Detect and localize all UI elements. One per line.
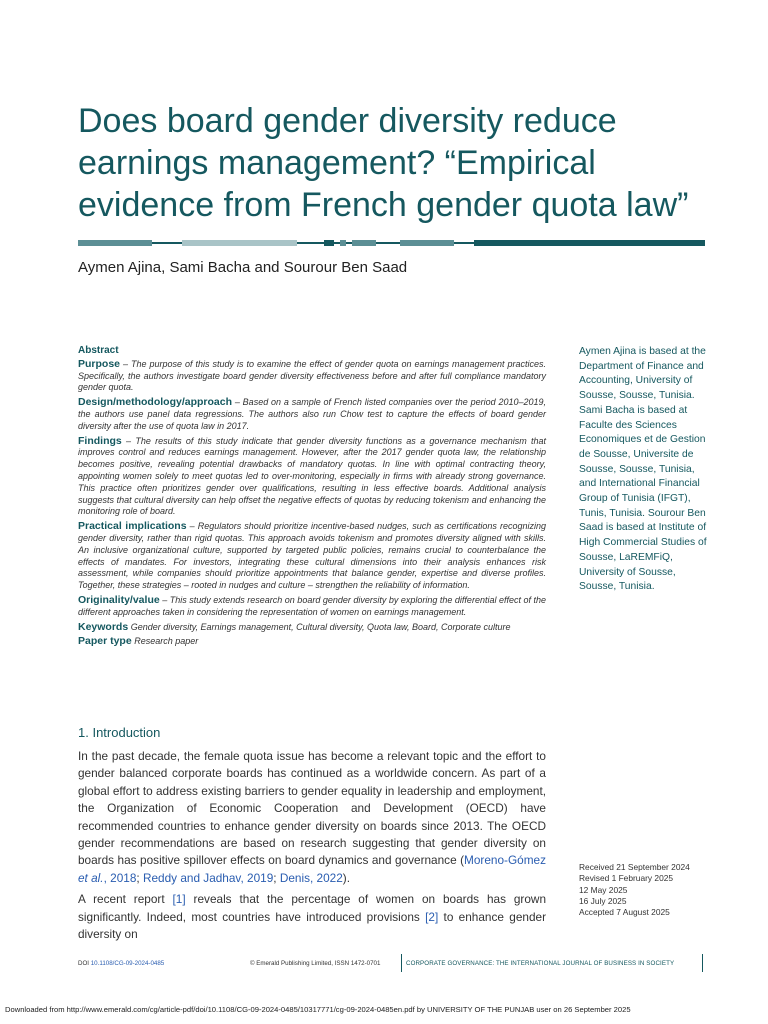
revised-date: 16 July 2025 <box>579 895 627 906</box>
author-list <box>78 259 407 276</box>
abstract-purpose <box>78 359 546 394</box>
author-conjunction: and <box>254 259 280 276</box>
keywords-text: Gender diversity, Earnings management, Cultural diversity, Quota law, Board, Corporate culture <box>128 621 511 632</box>
decorative-title-rule <box>78 240 705 246</box>
author-names: Aymen Ajina, Sami Bacha <box>78 259 251 276</box>
abstract-purpose-text: – The purpose of this study is to examine the effect of gender quota on earnings management practices. Specifically, the authors investigate board gender diversity effectiveness before and after full compliance mandatory gender quota. <box>78 358 546 393</box>
rule-segment <box>400 240 454 246</box>
citation-link[interactable]: Moreno-Gómez et al., 2018 <box>78 853 546 885</box>
abstract-practical-text: – Regulators should prioritize incentive-based nudges, such as certifications recognizing gender diversity, rather than rigid quotas. This approach avoids tokenism and promotes diversity aligned with skills. An inclusive organizational culture, supported by targeted public policies, remains crucial to counterbalance the effects of mandates. For investors, integrating these cultural dimensions into their analysis enhances risk assessment, while companies should prioritize appointments that balance gender, expertise and diverse profiles. Together, these strategies – rooted in nudges and culture – strengthen the reliability of information. <box>78 521 546 591</box>
rule-segment <box>152 242 182 244</box>
footnote-ref-link[interactable]: [2] <box>425 909 439 924</box>
publication-history <box>579 862 719 918</box>
footnote-ref-link[interactable]: [1] <box>172 892 186 907</box>
intro-paragraph-text: to enhance gender diversity on <box>78 909 546 942</box>
citation-link[interactable]: Denis, 2022 <box>279 870 343 885</box>
abstract-originality-text: – This study extends research on board gender diversity by exploring the differential effect of the different approaches taken in considering the representation of women on earnings management. <box>78 594 546 617</box>
citation-close: ). <box>342 870 351 885</box>
citation-separator: ; <box>273 870 280 885</box>
rule-segment <box>352 240 376 246</box>
abstract-originality-label: Originality/value <box>78 593 160 606</box>
abstract-keywords <box>78 622 546 634</box>
rule-segment <box>474 240 705 246</box>
revised-date: 12 May 2025 <box>579 884 628 895</box>
article-title: Does board gender diversity reduce earnings management? “Empirical evidence from French gender quota law” <box>78 102 689 224</box>
author-names-last: Sourour Ben Saad <box>283 259 408 276</box>
abstract-purpose-label: Purpose <box>78 357 121 370</box>
introduction-body <box>78 748 546 947</box>
revised-date: Revised 1 February 2025 <box>579 873 674 884</box>
footer-divider <box>702 954 703 972</box>
rule-segment <box>376 242 400 244</box>
intro-paragraph-text: reveals that the percentage of women on boards has grown significantly. Indeed, most countries have introduced provisions <box>78 892 547 924</box>
rule-segment <box>297 242 324 244</box>
abstract-paper-type <box>78 636 546 648</box>
intro-paragraph <box>78 748 546 887</box>
doi <box>78 960 164 967</box>
abstract-practical-label: Practical implications <box>78 520 187 533</box>
abstract-originality <box>78 595 546 619</box>
doi-link[interactable]: 10.1108/CG-09-2024-0485 <box>90 960 165 967</box>
rule-segment <box>78 240 152 246</box>
abstract <box>78 345 546 651</box>
paper-type-text: Research paper <box>131 636 199 647</box>
abstract-findings <box>78 436 546 519</box>
rule-segment <box>324 240 334 246</box>
accepted-date: Accepted 7 August 2025 <box>579 907 670 918</box>
abstract-findings-label: Findings <box>78 434 122 447</box>
page-footer <box>78 957 708 971</box>
rule-segment <box>182 240 297 246</box>
citation-separator: ; <box>136 870 143 885</box>
footer-divider <box>401 954 402 972</box>
intro-paragraph <box>78 891 546 943</box>
journal-name: CORPORATE GOVERNANCE: THE INTERNATIONAL JOURNAL OF BUSINESS IN SOCIETY <box>406 960 675 967</box>
received-date: Received 21 September 2024 <box>579 862 690 872</box>
download-watermark: Downloaded from http://www.emerald.com/cg/article-pdf/doi/10.1108/CG-09-2024-0485/10317771/cg-09-2024-0485en.pdf by UNIVERSITY OF THE PUNJAB user on 26 September 2025 <box>5 1005 631 1014</box>
abstract-design <box>78 397 546 432</box>
abstract-findings-text: – The results of this study indicate that gender diversity functions as a governance mechanism that improves control and reduces earnings management. However, after the 2017 gender quota law, the relationship becomes positive, revealing potential drawbacks of mandatory quotas. In line with optimal contracting theory, appointing women solely to meet quotas led to over-monitoring, especially in firms with already strong governance. This practice often prioritizes gender over qualifications, resulting in less effective boards. Additional analysis suggests that cultural diversity can help offset the negative effects of quotas by reducing tokenism and enhancing the monitoring role of board. <box>78 435 546 517</box>
section-heading-introduction: 1. Introduction <box>78 725 161 740</box>
keywords-label: Keywords <box>78 620 129 633</box>
paper-type-label: Paper type <box>78 635 132 648</box>
doi-label: DOI <box>78 960 91 967</box>
abstract-design-text: – Based on a sample of French listed companies over the period 2010–2019, the authors use panel data regressions. The authors also run Chow test to capture the effects of board gender diversity after the use of quota law in 2017. <box>78 397 546 431</box>
abstract-heading: Abstract <box>78 345 119 356</box>
abstract-practical <box>78 521 546 592</box>
abstract-design-label: Design/methodology/approach <box>78 396 233 409</box>
copyright-notice: © Emerald Publishing Limited, ISSN 1472-0701 <box>250 960 381 967</box>
citation-link[interactable]: Reddy and Jadhav, 2019 <box>142 870 274 885</box>
author-affiliations: Aymen Ajina is based at the Department of Finance and Accounting, University of Sousse, Sousse, Tunisia. Sami Bacha is based at Faculte des Sciences Economiques et de Gestion de Sousse, Universite de Sousse, Sousse, Tunisia, and International Financial Group of Tunisia (IFGT), Tunis, Tunisia. Sourour Ben Saad is based at Institute of High Commercial Studies of Sousse, LaREMFiQ, University of Sousse, Sousse, Tunisia. <box>579 346 707 593</box>
intro-paragraph-text: In the past decade, the female quota issue has become a relevant topic and the effort to gender balanced corporate boards has continued as a worldwide concern. As part of a global effort to address existing barriers to gender equality in leadership and employment, the Organization of Economic Cooperation and Development (OECD) have recommended countries to enhance gender diversity on boards since 2013. The OECD gender recommendations are based on research suggesting that gender diversity on boards has positive spillover effects on board dynamics and governance ( <box>78 749 546 868</box>
rule-segment <box>454 242 474 244</box>
intro-paragraph-text: A recent report <box>78 892 173 907</box>
